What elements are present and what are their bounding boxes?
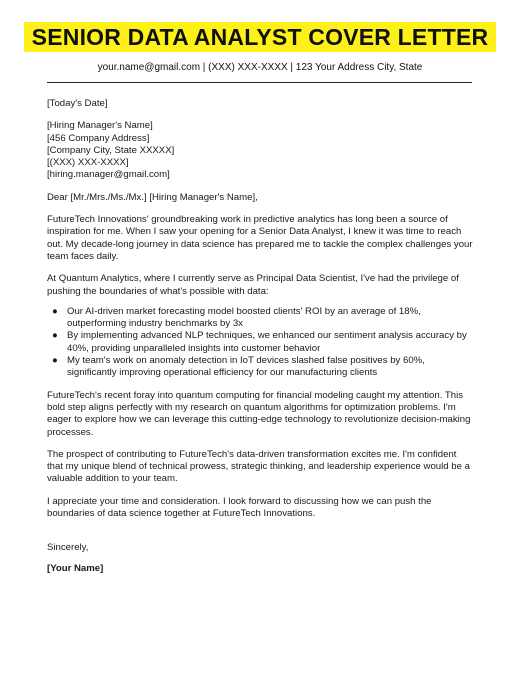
list-item	[52, 330, 475, 355]
letter-date: [Today's Date]	[47, 98, 108, 109]
letter-body	[47, 98, 475, 585]
list-item	[52, 355, 475, 380]
achievement-list	[47, 306, 475, 380]
bullet-icon: ●	[52, 330, 58, 342]
list-item-text: My team's work on anomaly detection in IoT devices slashed false positives by 60%, significantly improving operational efficiency for our manufacturing clients	[67, 355, 425, 379]
paragraph-fit: The prospect of contributing to FutureTech's data-driven transformation excites me. I'm confident that my unique blend of technical prowess, strategic thinking, and leadership experience would be a valuable addition to your team.	[47, 448, 470, 485]
signature-name: [Your Name]	[47, 562, 104, 574]
recipient-line: [hiring.manager@gmail.com]	[47, 169, 170, 181]
bullet-icon: ●	[52, 355, 58, 367]
salutation: Dear [Mr./Mrs./Ms./Mx.] [Hiring Manager's Name],	[47, 191, 258, 203]
recipient-line: [Company City, State XXXXX]	[47, 144, 175, 156]
closing-word: Sincerely,	[47, 542, 89, 554]
header-divider	[47, 82, 472, 83]
paragraph-experience: At Quantum Analytics, where I currently serve as Principal Data Scientist, I've had the privilege of pushing the boundaries of what's possible with data:	[47, 273, 459, 297]
recipient-line: [Hiring Manager's Name]	[47, 120, 153, 132]
recipient-line: [456 Company Address]	[47, 132, 150, 144]
list-item-text: Our AI-driven market forecasting model boosted clients' ROI by an average of 18%, outperforming industry benchmarks by 3x	[67, 305, 421, 330]
page-title: SENIOR DATA ANALYST COVER LETTER	[24, 22, 497, 52]
paragraph-interest: FutureTech's recent foray into quantum computing for financial modeling caught my attention. This bold step aligns perfectly with my research on quantum algorithms for optimization problems. I'm eager to explore how we can leverage this cutting-edge technology to revolutionize decision-making processes.	[47, 389, 471, 438]
list-item-text: By implementing advanced NLP techniques, we enhanced our sentiment analysis accuracy by 40%, providing unparalleled insights into customer behavior	[67, 330, 467, 354]
title-bar	[0, 22, 520, 52]
paragraph-closing: I appreciate your time and consideration. I look forward to discussing how we can push the boundaries of data science together at FutureTech Innovations.	[47, 495, 432, 520]
list-item	[52, 305, 475, 331]
paragraph-intro: FutureTech Innovations' groundbreaking work in predictive analytics has long been a source of inspiration for me. When I saw your opening for a Senior Data Analyst, I knew it was time to reach out. My decade-long journey in data science has prepared me to tackle the complex challenges your team faces daily.	[47, 214, 473, 262]
recipient-line: [(XXX) XXX-XXXX]	[47, 157, 129, 169]
bullet-icon: ●	[52, 305, 58, 317]
contact-line: your.name@gmail.com | (XXX) XXX-XXXX | 123 Your Address City, State	[97, 62, 423, 73]
